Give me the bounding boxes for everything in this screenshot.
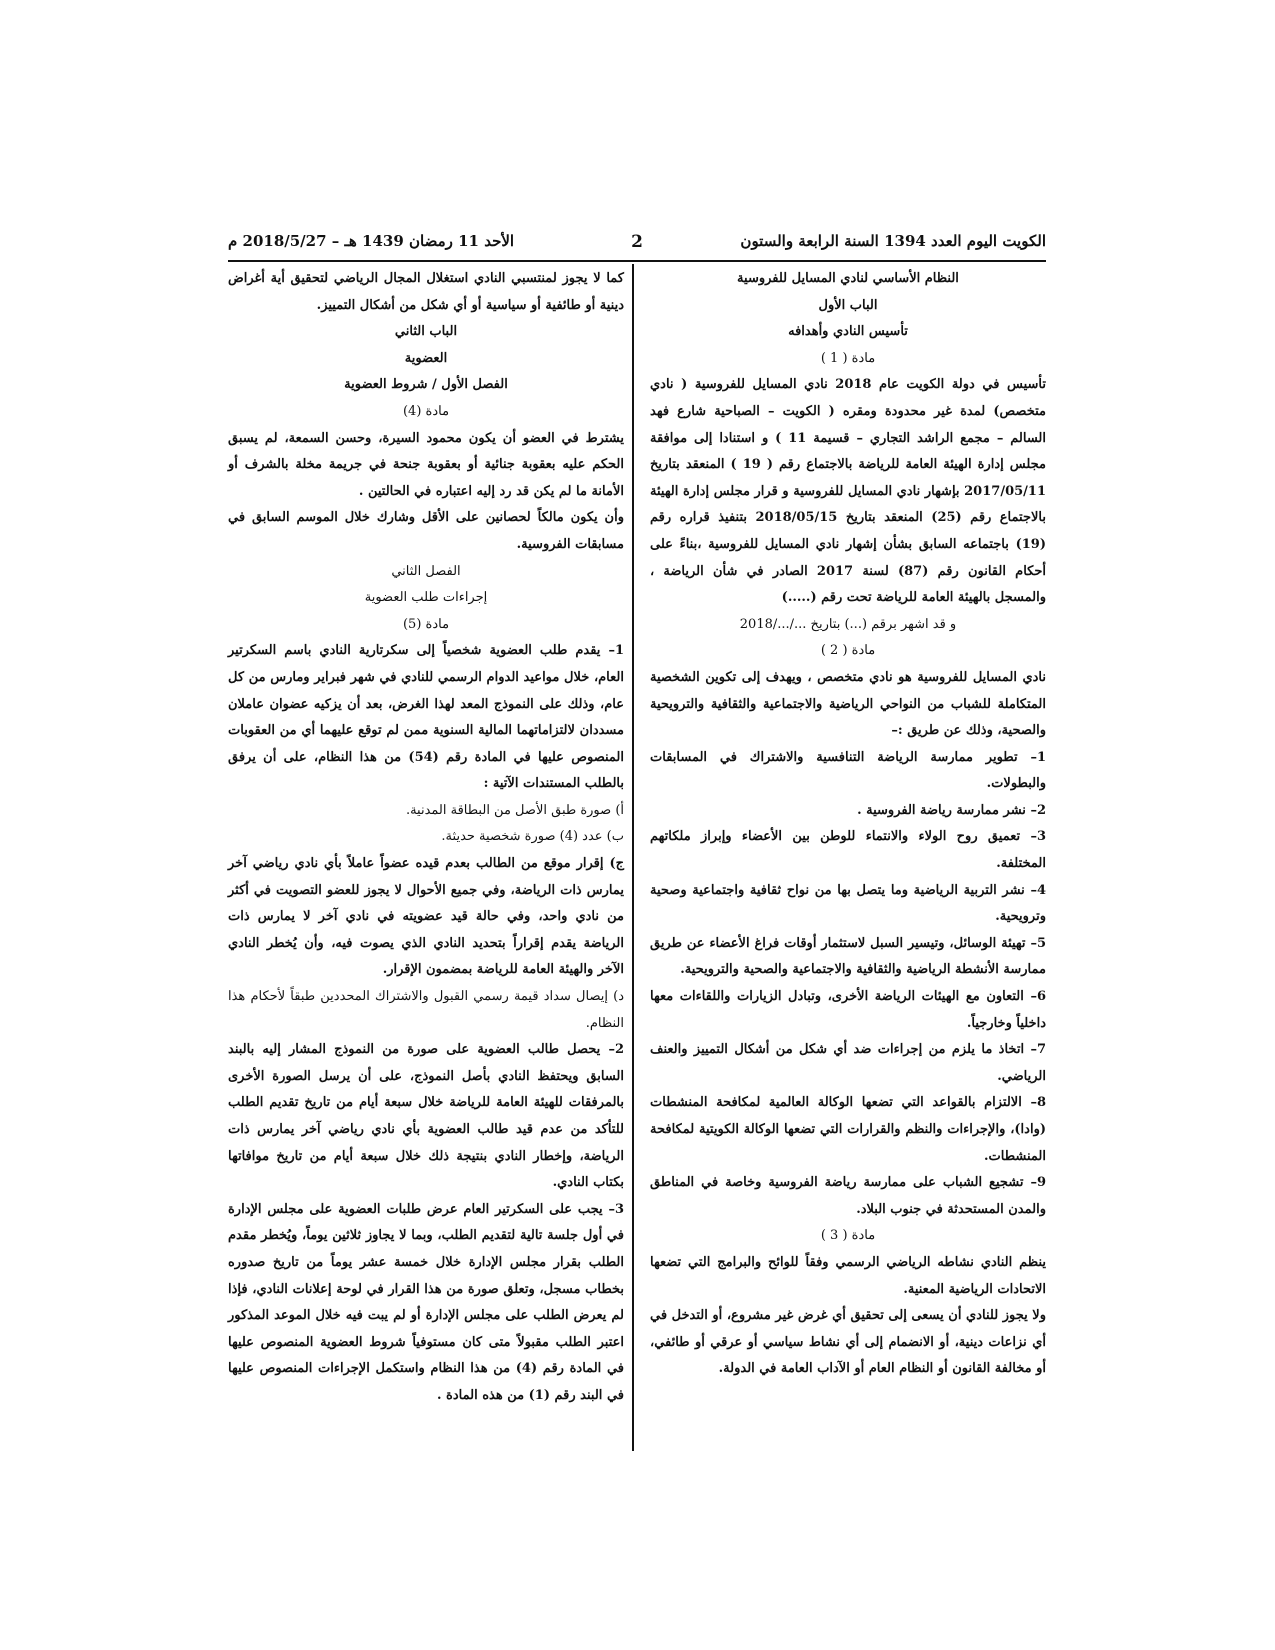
paragraph: 2– يحصل طالب العضوية على صورة من النموذج المشار إليه بالبند السابق ويحتفظ النادي بأصل النموذج، على أن يرسل الصورة الأخرى بالمرفقات للهيئة العامة للرياضة خلال سبعة أيام من تاريخ تقديم الطلب للتأكد من عدم قيد طالب العضوية بأي نادي رياضي آخر يمارس ذات الرياضة، وإخطار النادي بنتيجة ذلك خلال سبعة أيام من تاريخ موافاتها بكتاب النادي. xyxy=(228,1042,624,1191)
paragraph: ب) عدد (4) صورة شخصية حديثة. xyxy=(441,829,624,845)
paragraph: 1– تطوير ممارسة الرياضة التنافسية والاشتراك في المسابقات والبطولات. xyxy=(650,749,1046,792)
paragraph: مادة (5) xyxy=(402,616,450,632)
paragraph: الفصل الثاني xyxy=(391,563,461,579)
column-divider xyxy=(632,264,634,1451)
paragraph: النظام الأساسي لنادي المسايل للفروسية xyxy=(737,271,959,286)
paragraph: تأسيس النادي وأهدافه xyxy=(788,324,908,340)
right-column xyxy=(650,266,1046,1383)
paragraph: 2– نشر ممارسة رياضة الفروسية . xyxy=(857,802,1046,818)
paragraph: يشترط في العضو أن يكون محمود السيرة، وحسن السمعة، لم يسبق الحكم عليه بعقوبة جنائية أو بعقوبة جنحة في جريمة مخلة بالشرف أو الأمانة ما لم يكن قد رد إليه اعتباره في الحالتين . xyxy=(228,430,624,499)
paragraph: و قد اشهر برقم (...) بتاريخ .../.../2018 xyxy=(739,616,957,632)
paragraph: 4– نشر التربية الرياضية وما يتصل بها من نواح ثقافية واجتماعية وصحية وترويحية. xyxy=(650,882,1046,925)
paragraph: 5– تهيئة الوسائل، وتيسير السبل لاستثمار أوقات فراغ الأعضاء عن طريق ممارسة الأنشطة الرياضية والثقافية والاجتماعية والصحية والترويحية. xyxy=(650,935,1046,978)
paragraph: مادة ( 1 ) xyxy=(820,350,876,366)
paragraph: نادي المسايل للفروسية هو نادي متخصص ، ويهدف إلى تكوين الشخصية المتكاملة للشباب من النواحي الرياضية والاجتماعية والثقافية والترويحية والصحية، وذلك عن طريق :– xyxy=(650,669,1046,739)
gazette-page xyxy=(228,226,1046,1451)
paragraph: 6– التعاون مع الهيئات الرياضة الأخرى، وتبادل الزيارات واللقاءات معها داخلياً وخارجياً. xyxy=(650,989,1046,1031)
paragraph: العضوية xyxy=(404,350,448,366)
paragraph: 3– يجب على السكرتير العام عرض طلبات العضوية على مجلس الإدارة في أول جلسة تالية لتقديم الطلب، وبما لا يجاوز ثلاثين يوماً، ويُخطر مقدم الطلب بقرار مجلس الإدارة خلال خمسة عشر يوماً من تاريخ صدوره بخطاب مسجل، وتعلق صورة من هذا القرار في لوحة إعلانات النادي، فإذا لم يعرض الطلب على مجلس الإدارة أو لم يبت فيه خلال الموعد المذكور اعتبر الطلب مقبولاً متى كان مستوفياً شروط العضوية المنصوص عليها في المادة رقم (4) من هذا النظام واستكمل الإجراءات المنصوص عليها في البند رقم (1) من هذه المادة . xyxy=(228,1201,624,1403)
paragraph: إجراءات طلب العضوية xyxy=(364,590,488,606)
paragraph: 7– اتخاذ ما يلزم من إجراءات ضد أي شكل من أشكال التمييز والعنف الرياضي. xyxy=(650,1042,1046,1084)
paragraph: مادة ( 3 ) xyxy=(820,1228,876,1244)
paragraph: الباب الأول xyxy=(818,297,878,313)
paragraph: 1– يقدم طلب العضوية شخصياً إلى سكرتارية النادي باسم السكرتير العام، خلال مواعيد الدوام الرسمي للنادي في شهر فبراير ومارس من كل عام، وذلك على النموذج المعد لهذا الغرض، بعد أن يزكيه عضوان عاملان مسددان لالتزاماتهما المالية السنوية ممن لم توقع عليهما أي من العقوبات المنصوص عليها في المادة رقم (54) من هذا النظام، على أن يرفق بالطلب المستندات الآتية : xyxy=(228,643,624,792)
issue-info: الكويت اليوم العدد 1394 السنة الرابعة والستون xyxy=(740,232,1046,250)
paragraph: ولا يجوز للنادي أن يسعى إلى تحقيق أي غرض غير مشروع، أو التدخل في أي نزاعات دينية، أو الانضمام إلى أي نشاط سياسي أو عرقي أو طائفي، أو مخالفة القانون أو النظام العام أو الآداب العامة في الدولة. xyxy=(650,1308,1046,1377)
page-number: 2 xyxy=(631,232,643,252)
paragraph: 9– تشجيع الشباب على ممارسة رياضة الفروسية وخاصة في المناطق والمدن المستحدثة في جنوب البلاد. xyxy=(650,1175,1046,1217)
paragraph: 8– الالتزام بالقواعد التي تضعها الوكالة العالمية لمكافحة المنشطات (وادا)، والإجراءات والنظم والقرارات التي تضعها الوكالة الكويتية لمكافحة المنشطات. xyxy=(650,1095,1046,1164)
paragraph: أ) صورة طبق الأصل من البطاقة المدنية. xyxy=(405,802,624,818)
paragraph: كما لا يجوز لمنتسبي النادي استغلال المجال الرياضي لتحقيق أية أغراض دينية أو طائفية أو سياسية أو أي شكل من أشكال التمييز. xyxy=(228,271,624,313)
paragraph: مادة ( 2 ) xyxy=(820,643,876,659)
left-column xyxy=(228,266,624,1410)
issue-date: الأحد 11 رمضان 1439 هـ – 2018/5/27 م xyxy=(228,232,515,250)
paragraph: وأن يكون مالكاً لحصانين على الأقل وشارك خلال الموسم السابق في مسابقات الفروسية. xyxy=(228,510,624,552)
page-header xyxy=(228,226,1046,262)
paragraph: مادة (4) xyxy=(402,403,450,419)
paragraph: تأسيس في دولة الكويت عام 2018 نادي المسايل للفروسية ( نادي متخصص) لمدة غير محدودة ومقره ( الكويت – الصباحية شارع فهد السالم – مجمع الراشد التجاري – قسيمة 11 ) و استنادا إلى موافقة مجلس إدارة الهيئة العامة للرياضة بالاجتماع رقم ( 19 ) المنعقد بتاريخ 2017/05/11 بإشهار نادي المسايل للفروسية و قرار مجلس إدارة الهيئة بالاجتماع رقم (25) المنعقد بتاريخ 2018/05/15 بتنفيذ قراره رقم (19) باجتماعه السابق بشأن إشهار نادي المسايل للفروسية ،بناءً على أحكام القانون رقم (87) لسنة 2017 الصادر في شأن الرياضة ، والمسجل بالهيئة العامة للرياضة تحت رقم (.....) xyxy=(650,377,1047,606)
paragraph: د) إيصال سداد قيمة رسمي القبول والاشتراك المحددين طبقاً لأحكام هذا النظام. xyxy=(228,989,624,1031)
paragraph: الفصل الأول / شروط العضوية xyxy=(344,377,508,393)
paragraph: ج) إقرار موقع من الطالب بعدم قيده عضواً عاملاً بأي نادي رياضي آخر يمارس ذات الرياضة، وفي جميع الأحوال لا يجوز للعضو التصويت في أكثر من نادي واحد، وفي حالة قيد عضويته في نادي آخر لا يمارس ذات الرياضة يقدم إقراراً بتحديد النادي الذي يصوت فيه، وأن يُخطر النادي الآخر والهيئة العامة للرياضة بمضمون الإقرار. xyxy=(228,856,624,978)
paragraph: 3– تعميق روح الولاء والانتماء للوطن بين الأعضاء وإبراز ملكاتهم المختلفة. xyxy=(650,829,1046,872)
paragraph: ينظم النادي نشاطه الرياضي الرسمي وفقاً للوائح والبرامج التي تضعها الاتحادات الرياضية المعنية. xyxy=(650,1254,1046,1297)
paragraph: الباب الثاني xyxy=(394,324,458,340)
